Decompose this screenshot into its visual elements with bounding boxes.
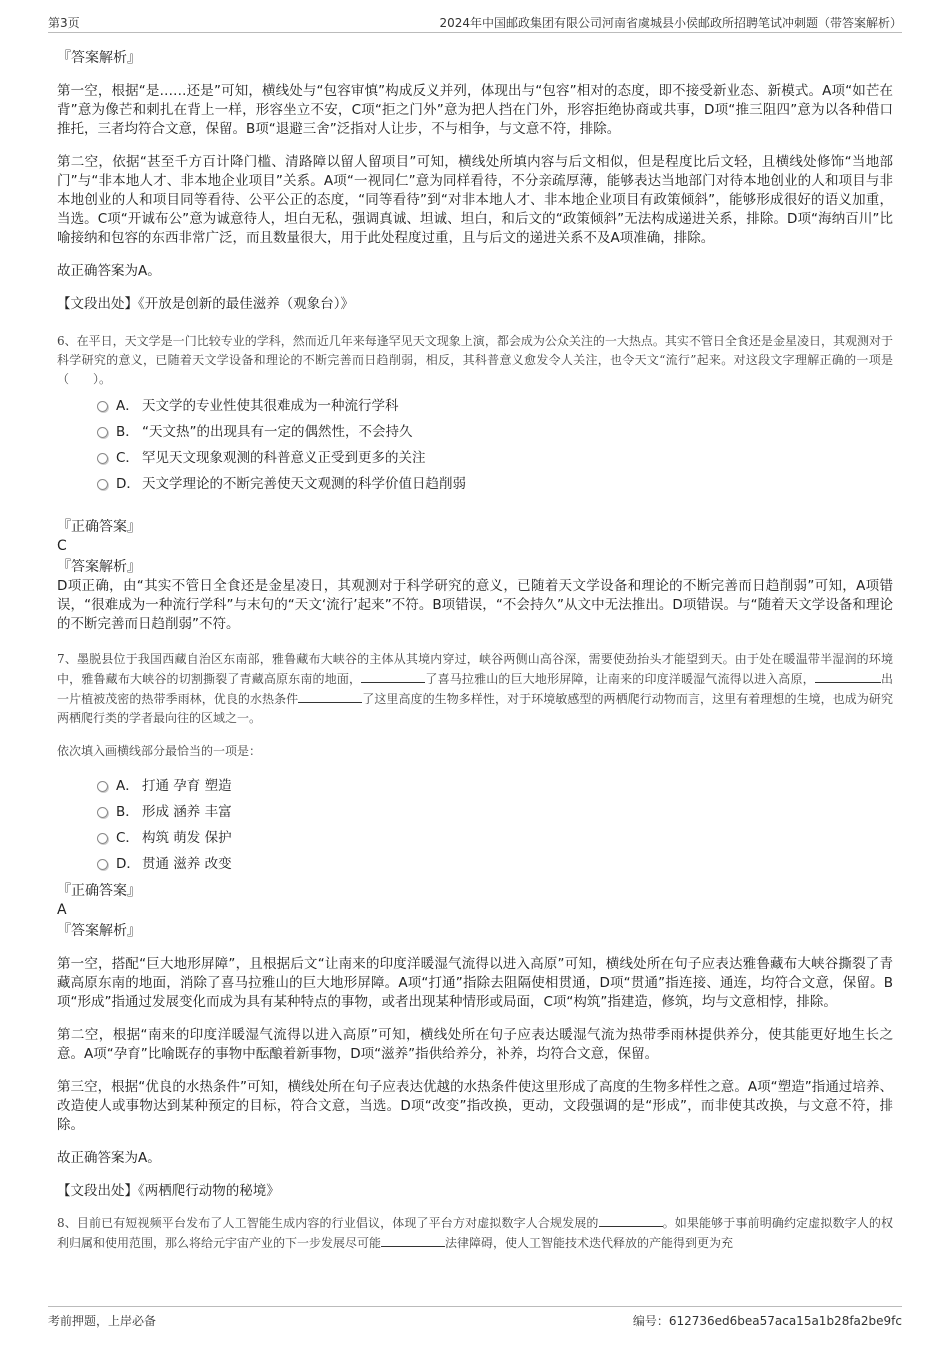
q6-option-b[interactable]: B． “天文热”的出现具有一定的偶然性，不会持久 xyxy=(97,419,893,445)
q5-conclusion: 故正确答案为A。 xyxy=(57,263,161,279)
q7-source: 【文段出处】《两栖爬行动物的秘境》 xyxy=(57,1183,280,1199)
q7-analysis-p3: 第三空，根据“优良的水热条件”可知，横线处所在句子应表达优越的水热条件使这里形成了高度的生物多样性之意。A项“塑造”指通过培养、改造使人或事物达到某种预定的目标，符合文意，当选。D项“改变”指改换，更动，文段强调的是“形成”，而非使其改换，与文意不符，排除。 xyxy=(57,1079,893,1133)
page-header xyxy=(48,12,902,33)
page-content xyxy=(57,46,893,1253)
q6-option-d[interactable]: D． 天文学理论的不断完善使天文观测的科学价值日趋削弱 xyxy=(97,471,893,497)
q7-option-a[interactable]: A． 打通 孕育 塑造 xyxy=(97,773,893,799)
radio-icon[interactable] xyxy=(97,781,108,792)
document-title: 2024年中国邮政集团有限公司河南省虞城县小侯邮政所招聘笔试冲刺题（带答案解析） xyxy=(439,16,902,30)
q7-conclusion: 故正确答案为A。 xyxy=(57,1150,161,1166)
q7-option-d[interactable]: D． 贯通 滋养 改变 xyxy=(97,851,893,877)
q7-option-c[interactable]: C． 构筑 萌发 保护 xyxy=(97,825,893,851)
blank-3 xyxy=(298,689,362,703)
q5-analysis-label: 『答案解析』 xyxy=(57,50,141,66)
q7-options xyxy=(97,773,893,877)
q7-analysis-p2: 第二空，根据“南来的印度洋暖湿气流得以进入高原”可知，横线处所在句子应表达暖湿气流为热带季雨林提供养分，使其能更好地生长之意。A项“孕育”比喻既存的事物中酝酿着新事物，D项“滋养”指供给养分，补养，均符合文意，保留。 xyxy=(57,1027,893,1062)
q6-analysis-label: 『答案解析』 xyxy=(57,559,141,575)
page-footer xyxy=(48,1306,902,1331)
footer-slogan: 考前押题，上岸必备 xyxy=(48,1314,157,1328)
q5-source: 【文段出处】《开放是创新的最佳滋养（观象台）》 xyxy=(57,296,354,312)
q5-analysis-p2: 第二空，依据“甚至千方百计降门槛、清路障以留人留项目”可知，横线处所填内容与后文相似，但是程度比后文轻，且横线处修饰“当地部门”与“非本地人才、非本地企业项目”关系。A项“一视同仁”意为同样看待，不分亲疏厚薄，能够表达当地部门对待本地创业的人和项目与非本地创业的人和项目同等看待、公平公正的态度，“同等看待”到“对非本地人才、非本地企业项目有政策倾斜”，能够形成很好的语义加重，当选。C项“开诚布公”意为诚意待人，坦白无私，强调真诚、坦诚、坦白，和后文的“政策倾斜”无法构成递进关系，排除。D项“海纳百川”比喻接纳和包容的东西非常广泛，而且数量很大，用于此处程度过重，且与后文的递进关系不及A项准确，排除。 xyxy=(57,154,893,246)
q8-stem: 8、目前已有短视频平台发布了人工智能生成内容的行业倡议，体现了平台方对虚拟数字人合规发展的 。如果能够于事前明确约定虚拟数字人的权利归属和使用范围，那么将给元宇宙产业的下一步发展尽可能 法律障碍，使人工智能技术迭代释放的产能得到更为充 xyxy=(57,1213,893,1253)
q5-analysis-p1: 第一空，根据“是……还是”可知，横线处与“包容审慎”构成反义并列，体现出与“包容”相对的态度，即不接受新业态、新模式。A项“如芒在背”意为像芒和刺扎在背上一样，形容坐立不安，C项“拒之门外”意为把人挡在门外，形容拒绝协商或共事，D项“推三阻四”意为以各种借口推托，三者均符合文意，保留。B项“退避三舍”泛指对人让步，不与相争，与文意不符，排除。 xyxy=(57,83,893,137)
q7-prompt: 依次填入画横线部分最恰当的一项是： xyxy=(57,744,262,758)
radio-icon[interactable] xyxy=(97,833,108,844)
blank-1 xyxy=(361,669,425,683)
page-number: 第3页 xyxy=(48,16,80,30)
blank-1 xyxy=(599,1213,663,1227)
blank-2 xyxy=(381,1233,445,1247)
radio-icon[interactable] xyxy=(97,401,108,412)
q7-analysis-label: 『答案解析』 xyxy=(57,923,141,939)
q7-stem: 7、墨脱县位于我国西藏自治区东南部，雅鲁藏布大峡谷的主体从其境内穿过，峡谷两侧山高谷深，需要使劲抬头才能望到天。由于处在暖温带半湿润的环境中，雅鲁藏布大峡谷的切割撕裂了青藏高原东南的地面， 了喜马拉雅山的巨大地形屏障，让南来的印度洋暖湿气流得以进入高原， 出一片植被茂密的热带季雨林，优良的水热条件 了这里高度的生物多样性，对于环境敏感型的两栖爬行动物而言，这里有着理想的生境，也成为研究两栖爬行类的学者最向往的区域之一。 xyxy=(57,652,893,725)
blank-2 xyxy=(815,669,881,683)
radio-icon[interactable] xyxy=(97,859,108,870)
q6-options xyxy=(97,393,893,497)
document-id: 编号：612736ed6bea57aca15a1b28fa2be9fc xyxy=(632,1314,902,1328)
radio-icon[interactable] xyxy=(97,453,108,464)
q6-answer: C xyxy=(57,538,67,554)
q6-answer-label: 『正确答案』 xyxy=(57,519,141,535)
radio-icon[interactable] xyxy=(97,427,108,438)
q7-analysis-p1: 第一空，搭配“巨大地形屏障”，且根据后文“让南来的印度洋暖湿气流得以进入高原”可知，横线处所在句子应表达雅鲁藏布大峡谷撕裂了青藏高原东南的地面，消除了喜马拉雅山的巨大地形屏障。A项“打通”指除去阻隔使相贯通，D项“贯通”指连接、通连，均符合文意，保留。B项“形成”指通过发展变化而成为具有某种特点的事物，或者出现某种情形或局面，C项“构筑”指建造，修筑，均与文意相悖，排除。 xyxy=(57,956,893,1010)
q7-answer-label: 『正确答案』 xyxy=(57,883,141,899)
q6-option-a[interactable]: A． 天文学的专业性使其很难成为一种流行学科 xyxy=(97,393,893,419)
q6-analysis: D项正确，由“其实不管日全食还是金星凌日，其观测对于科学研究的意义，已随着天文学设备和理论的不断完善而日趋削弱”可知，A项错误，“很难成为一种流行学科”与末句的“天文‘流行’起来”不符。B项错误，“不会持久”从文中无法推出。D项错误。与“随着天文学设备和理论的不断完善而日趋削弱”不符。 xyxy=(57,578,893,632)
q6-stem: 6、在平日，天文学是一门比较专业的学科，然而近几年来每逢罕见天文现象上演，都会成为公众关注的一大热点。其实不管日全食还是金星凌日，其观测对于科学研究的意义，已随着天文学设备和理论的不断完善而日趋削弱，相反，其科普意义愈发令人关注，也令天文“流行”起来。对这段文字理解正确的一项是（ ）。 xyxy=(57,334,893,386)
radio-icon[interactable] xyxy=(97,479,108,490)
q6-option-c[interactable]: C． 罕见天文现象观测的科普意义正受到更多的关注 xyxy=(97,445,893,471)
radio-icon[interactable] xyxy=(97,807,108,818)
q7-option-b[interactable]: B． 形成 涵养 丰富 xyxy=(97,799,893,825)
q7-answer: A xyxy=(57,902,67,918)
